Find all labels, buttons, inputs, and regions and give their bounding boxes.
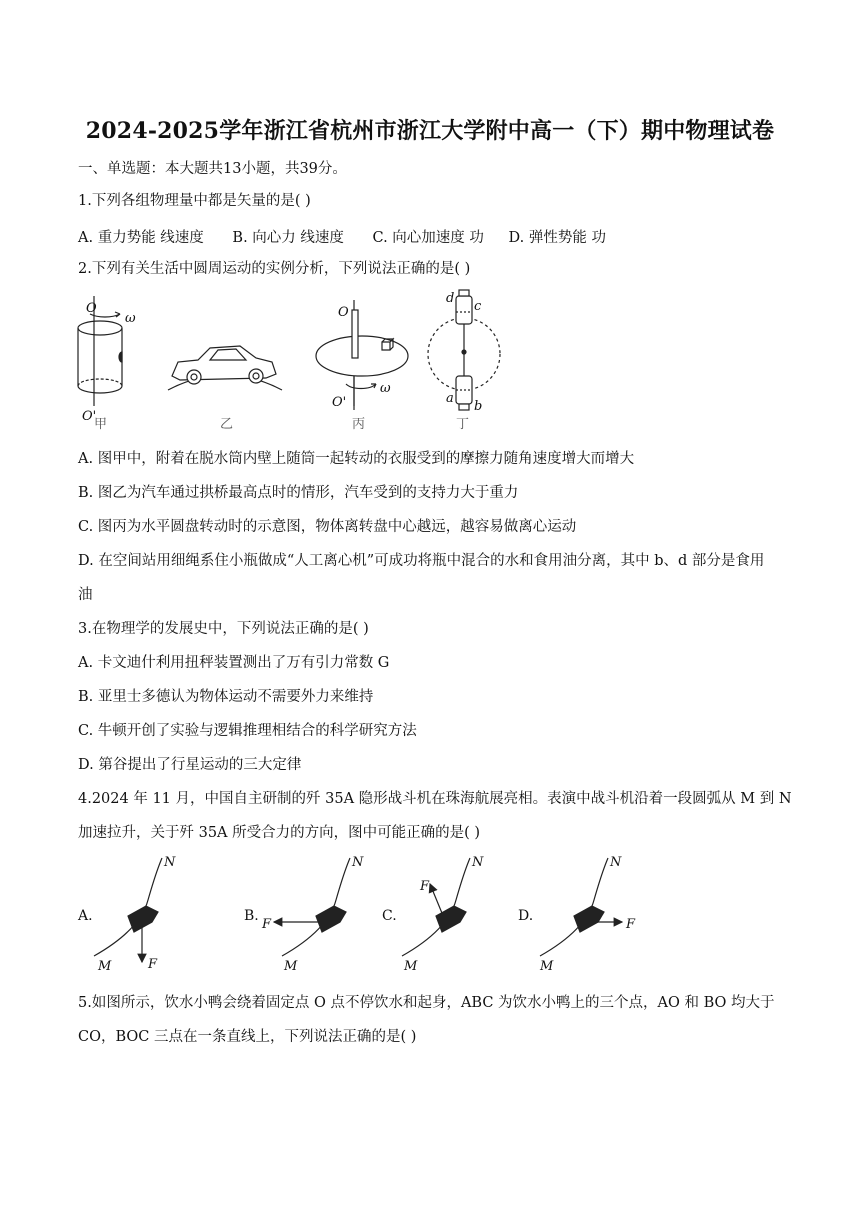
- q4-a-M: M: [98, 959, 112, 974]
- q3-option-d: D. 第谷提出了行星运动的三大定律: [78, 757, 302, 773]
- page-title: 2024-2025学年浙江省杭州市浙江大学附中高一（下）期中物理试卷: [85, 118, 775, 144]
- q2-option-a: A. 图甲中，附着在脱水筒内壁上随筒一起转动的衣服受到的摩擦力随角速度增大而增大: [78, 451, 635, 467]
- fig-label-b: b: [474, 399, 483, 414]
- q2-option-b: B. 图乙为汽车通过拱桥最高点时的情形，汽车受到的支持力大于重力: [78, 485, 519, 501]
- q1-option-b: B. 向心力 线速度: [232, 230, 344, 246]
- q4-d-N: N: [610, 855, 622, 870]
- fig-caption-bing: 丙: [352, 417, 366, 430]
- fig-label-omega-2: ω: [380, 381, 391, 396]
- fig-label-d: d: [446, 291, 455, 306]
- q4-d-F: F: [626, 917, 636, 932]
- question-2-stem: 2.下列有关生活中圆周运动的实例分析，下列说法正确的是( ): [78, 261, 471, 277]
- q4-option-d-label: D.: [518, 908, 534, 924]
- q4-a-F: F: [148, 957, 158, 972]
- q4-option-a-label: A.: [78, 908, 93, 924]
- fig-label-O: O: [86, 301, 97, 316]
- fig-caption-yi: 乙: [220, 417, 234, 430]
- question-5-stem-line1: 5.如图所示，饮水小鸭会绕着固定点 O 点不停饮水和起身，ABC 为饮水小鸭上的三个点，AO 和 BO 均大于: [78, 995, 775, 1011]
- q1-option-d: D. 弹性势能 功: [508, 230, 606, 246]
- q2-option-d-line2: 油: [78, 587, 93, 603]
- q4-c-N: N: [472, 855, 484, 870]
- fig-label-O-prime-2: O': [332, 395, 347, 410]
- fig-caption-jia: 甲: [94, 417, 108, 430]
- q4-b-M: M: [284, 959, 298, 974]
- q3-option-a: A. 卡文迪什利用扭秤装置测出了万有引力常数 G: [78, 655, 390, 671]
- fig-label-c: c: [474, 299, 482, 314]
- q1-option-c: C. 向心加速度 功: [372, 230, 484, 246]
- fig-caption-ding: 丁: [456, 417, 470, 430]
- q3-option-c: C. 牛顿开创了实验与逻辑推理相结合的科学研究方法: [78, 723, 417, 739]
- question-3-stem: 3.在物理学的发展史中，下列说法正确的是( ): [78, 621, 369, 637]
- question-1-stem: 1.下列各组物理量中都是矢量的是( ): [78, 193, 311, 209]
- q1-option-a: A. 重力势能 线速度: [78, 230, 204, 246]
- q4-c-F: F: [420, 879, 430, 894]
- q2-option-c: C. 图丙为水平圆盘转动时的示意图，物体离转盘中心越远，越容易做离心运动: [78, 519, 577, 535]
- fig-label-omega: ω: [125, 311, 136, 326]
- fig-label-O-2: O: [338, 305, 349, 320]
- question-1-options: [78, 226, 630, 247]
- fig-label-O-prime: O': [82, 409, 97, 424]
- q2-figure: [70, 288, 530, 430]
- q2-option-d-line1: D. 在空间站用细绳系住小瓶做成“人工离心机”可成功将瓶中混合的水和食用油分离，其中 b、d 部分是食用: [78, 553, 765, 569]
- question-5-stem-line2: CO，BOC 三点在一条直线上，下列说法正确的是( ): [78, 1029, 417, 1045]
- q4-c-M: M: [404, 959, 418, 974]
- fig-label-a: a: [446, 391, 454, 406]
- q4-a-N: N: [164, 855, 176, 870]
- q4-d-M: M: [540, 959, 554, 974]
- question-4-stem-line1: 4.2024 年 11 月，中国自主研制的歼 35A 隐形战斗机在珠海航展亮相。表演中战斗机沿着一段圆弧从 M 到 N: [78, 791, 792, 807]
- q4-figure: [70, 852, 670, 976]
- q4-b-N: N: [352, 855, 364, 870]
- q3-option-b: B. 亚里士多德认为物体运动不需要外力来维持: [78, 689, 374, 705]
- q4-b-F: F: [262, 917, 272, 932]
- q4-option-c-label: C.: [382, 908, 397, 924]
- q4-option-b-label: B.: [244, 908, 259, 924]
- section-heading: 一、单选题：本大题共13小题，共39分。: [78, 161, 347, 177]
- question-4-stem-line2: 加速拉升，关于歼 35A 所受合力的方向，图中可能正确的是( ): [78, 825, 481, 841]
